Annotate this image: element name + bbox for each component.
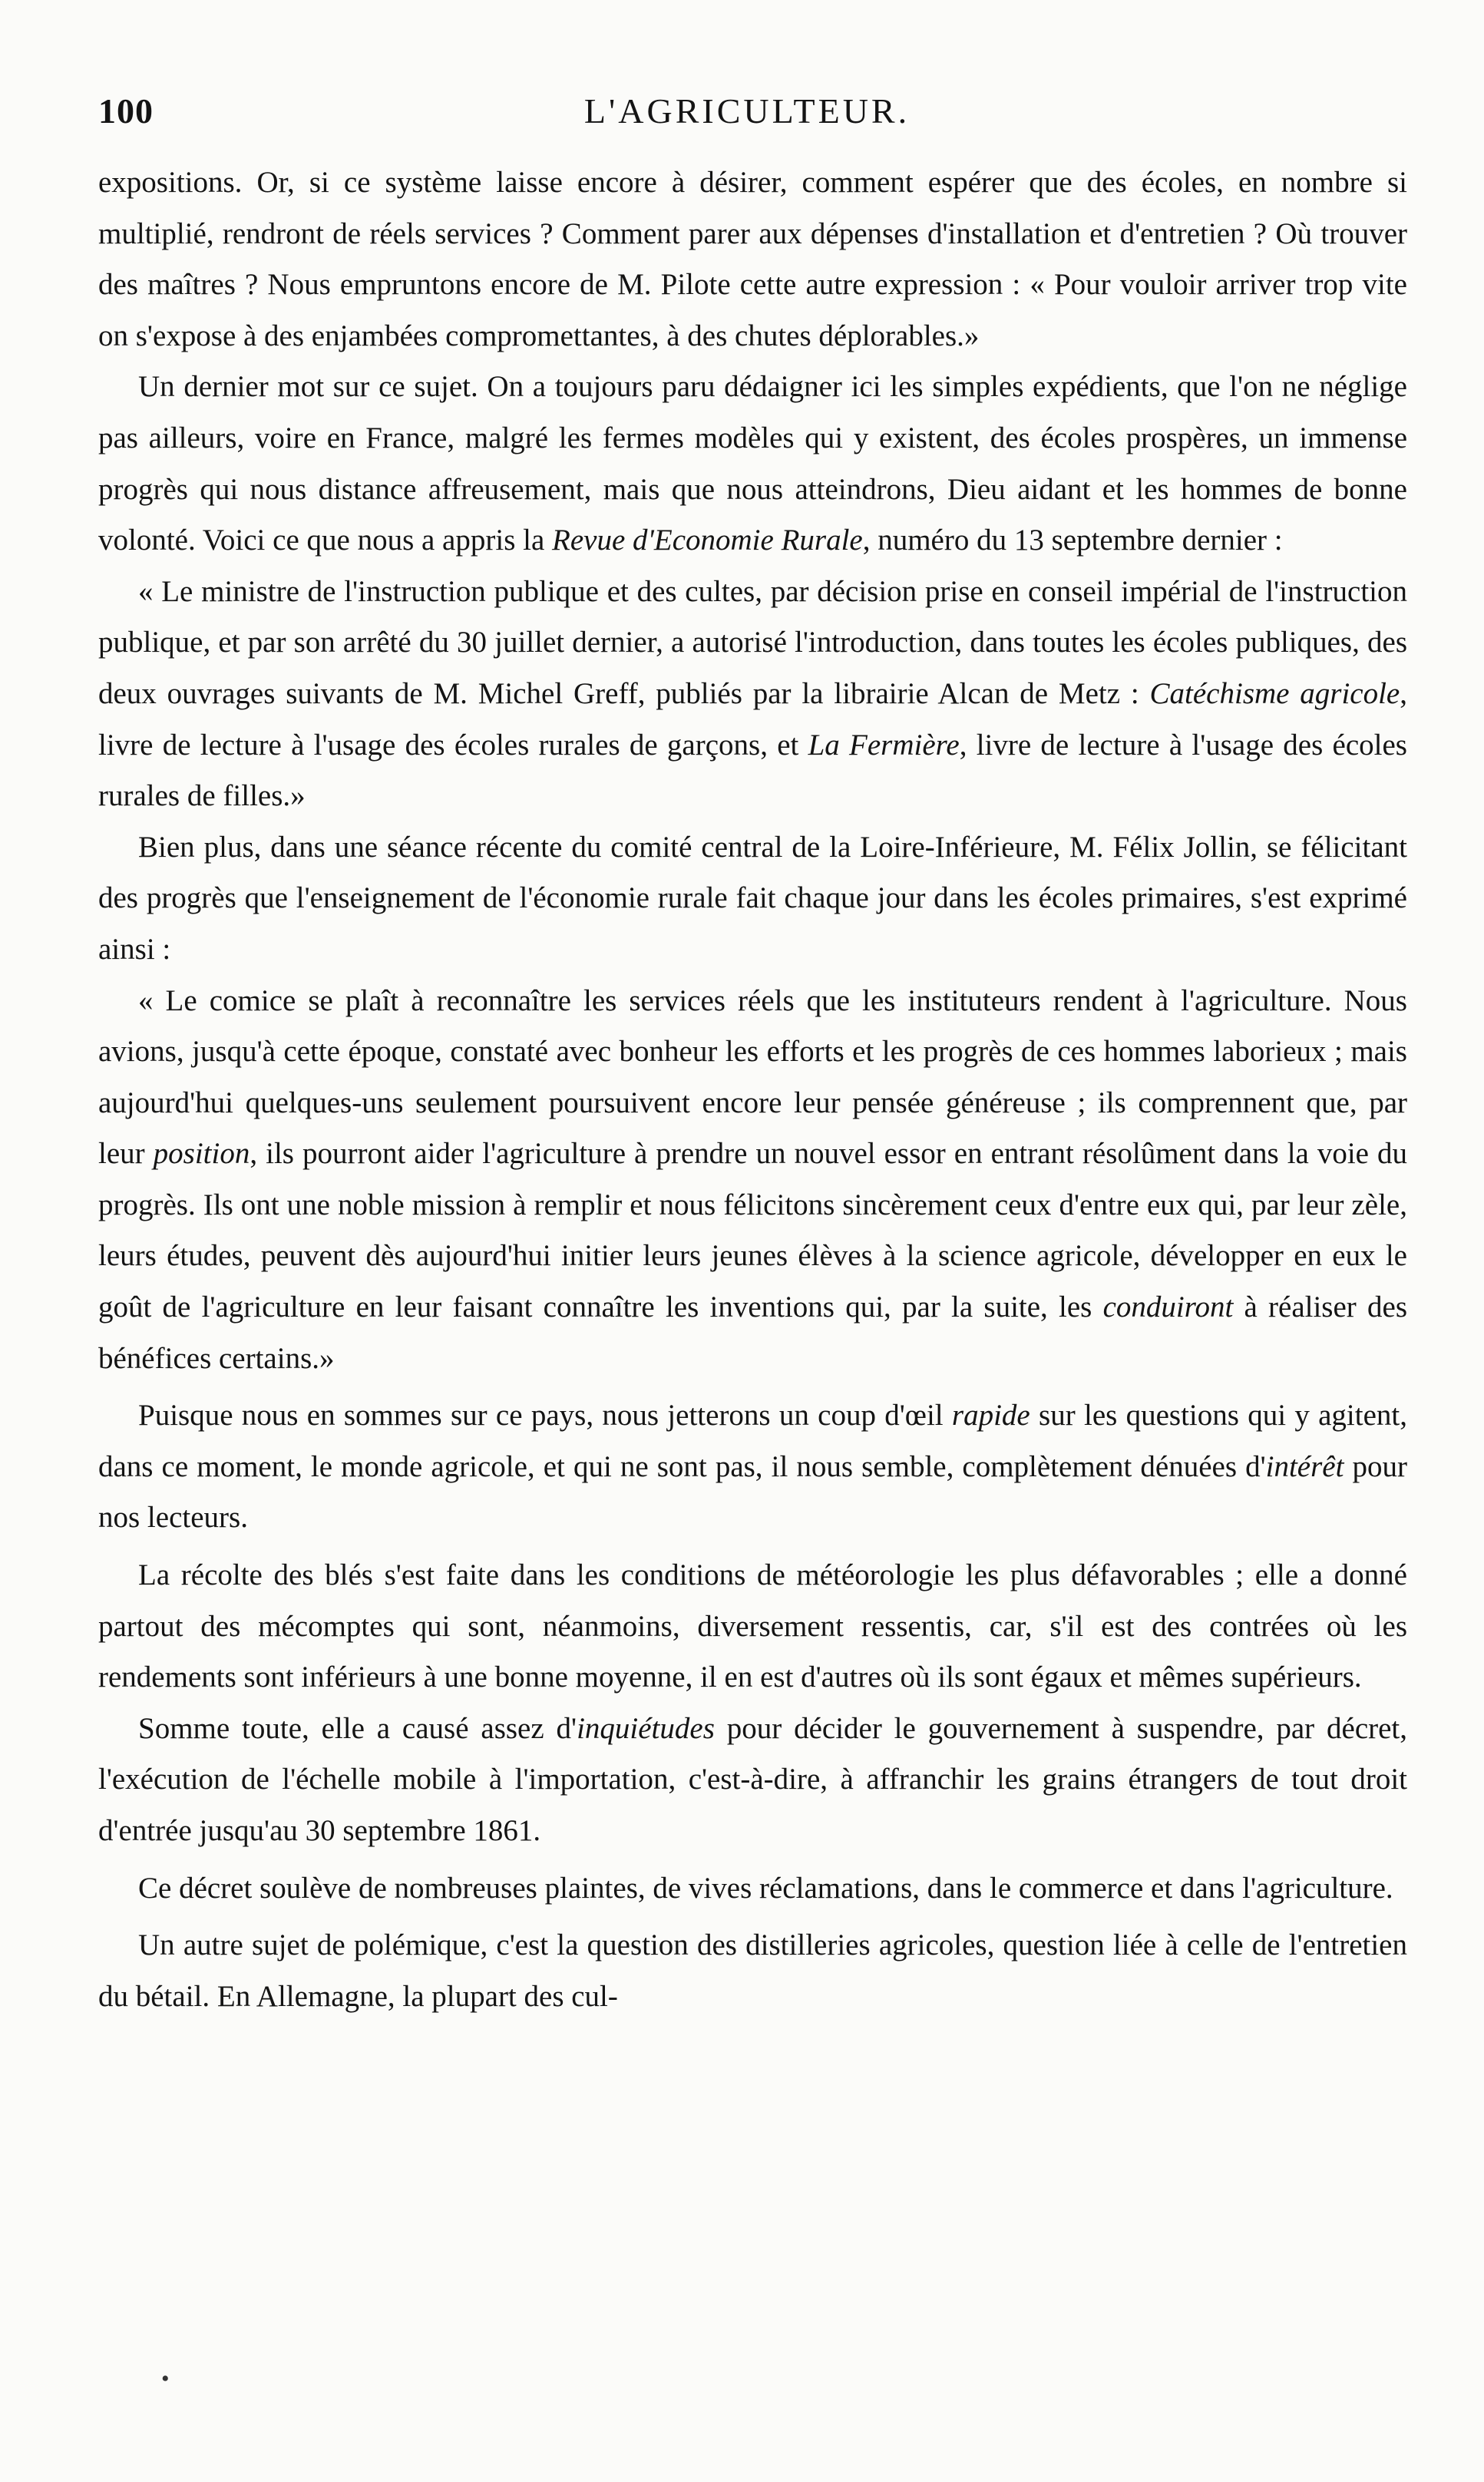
paragraph-text: pour décider le gouvernement à suspendre, par décret, l'exécution de l'échelle mobile à l'importation, c'est-à-dire, à affranchir les grains étrangers de tout droit d'entrée jusqu'au 30 septembre 1861. — [98, 1711, 1408, 1847]
running-title: L'AGRICULTEUR. — [583, 91, 911, 131]
paragraph-text: Puisque nous en sommes sur ce pays, nous jetterons un coup d'œil — [138, 1399, 952, 1433]
paragraph — [98, 1863, 1407, 1915]
paragraph-text: , numéro du 13 septembre dernier : — [862, 524, 1283, 557]
italic-text: inquiétudes — [577, 1711, 715, 1745]
paragraph — [98, 1390, 1407, 1544]
paragraph-text: « Le ministre de l'instruction publique et des cultes, par décision prise en conseil impérial de l'instruction publique, et par son arrêté du 30 juillet dernier, a autorisé l'introduction, dans toutes les écoles publiques, des deux ouvrages suivants de M. Michel Greff, publiés par la librairie Alcan de Metz : — [98, 574, 1407, 710]
italic-text: conduiront — [1102, 1291, 1234, 1324]
paragraph-text: pour nos lecteurs. — [98, 1449, 1407, 1535]
italic-text: Revue d'Economie Rurale — [552, 524, 863, 557]
paragraph-text: , ils pourront aider l'agriculture à prendre un nouvel essor en entrant résolûment dans la voie du progrès. Ils ont une noble mission à remplir et nous félicitons sincèrement ceux d'entre eux qui, par leur zèle, leurs études, peuvent dès aujourd'hui initier leurs jeunes élèves à la science agricole, développer en eux le goût de l'agriculture en leur faisant connaître les inventions qui, par la suite, les — [98, 1137, 1408, 1324]
italic-text: position — [153, 1137, 250, 1171]
italic-text: Catéchisme agricole — [1149, 676, 1400, 710]
paragraph-text: expositions. Or, si ce système laisse encore à désirer, comment espérer que des écoles, en nombre si multiplié, rendront de réels services ? Comment parer aux dépenses d'installation et d'entretien ? Où trouver des maîtres ? Nous empruntons encore de M. Pilote cette autre expression : « Pour vouloir arriver trop vite on s'expose à des enjambées compromettantes, à des chutes déplorables.» — [98, 166, 1407, 352]
italic-text: intérêt — [1265, 1449, 1344, 1483]
paragraph — [98, 567, 1407, 822]
italic-text: La Fermière — [808, 728, 960, 762]
page-number: 100 — [98, 91, 154, 131]
paragraph-text: Un autre sujet de polémique, c'est la question des distilleries agricoles, question liée à celle de l'entretien du bétail. En Allemagne, la plupart des cul- — [98, 1928, 1407, 2013]
paragraph — [98, 976, 1407, 1385]
paragraph-text: Bien plus, dans une séance récente du comité central de la Loire-Inférieure, M. Félix Jollin, se félicitant des progrès que l'enseignement de l'économie rurale fait chaque jour dans les écoles primaires, s'est exprimé ainsi : — [98, 830, 1407, 966]
body-text — [98, 157, 1407, 2022]
paragraph-text: , livre de lecture à l'usage des écoles rurales de garçons, et — [98, 676, 1407, 762]
paragraph — [98, 1704, 1407, 1857]
paragraph — [98, 1920, 1407, 2022]
paragraph — [98, 1550, 1407, 1704]
paragraph — [98, 822, 1407, 976]
italic-text: rapide — [951, 1399, 1030, 1433]
paragraph-text: « Le comice se plaît à reconnaître les services réels que les instituteurs rendent à l'agriculture. Nous avions, jusqu'à cette époque, constaté avec bonheur les efforts et les progrès de ces hommes laborieux ; mais aujourd'hui quelques-uns seulement poursuivent encore leur pensée généreuse ; ils comprennent que, par leur — [98, 983, 1407, 1171]
paragraph-text: La récolte des blés s'est faite dans les conditions de météorologie les plus défavorables ; elle a donné partout des mécomptes qui sont, néanmoins, diversement ressentis, car, s'il est des contrées où les rendements sont inférieurs à une bonne moyenne, il en est d'autres où ils sont égaux et mêmes supérieurs. — [98, 1558, 1407, 1694]
paragraph-text: sur les questions qui y agitent, dans ce moment, le monde agricole, et qui ne sont pas, il nous semble, complètement dénuées d' — [98, 1399, 1407, 1483]
page-header — [98, 91, 1396, 144]
paragraph-text: , livre de lecture à l'usage des écoles rurales de filles.» — [98, 728, 1407, 813]
paragraph-text: Ce décret soulève de nombreuses plaintes, de vives réclamations, dans le commerce et dans l'agriculture. — [138, 1871, 1393, 1905]
footer-mark: • — [161, 2366, 170, 2391]
paragraph-text: Somme toute, elle a causé assez d' — [138, 1711, 577, 1745]
paragraph — [98, 362, 1407, 566]
paragraph-text: à réaliser des bénéfices certains.» — [98, 1291, 1407, 1375]
paragraph — [98, 157, 1407, 362]
paragraph-text: Un dernier mot sur ce sujet. On a toujours paru dédaigner ici les simples expédients, que l'on ne néglige pas ailleurs, voire en France, malgré les fermes modèles qui y existent, des écoles prospères, un immense progrès qui nous distance affreusement, mais que nous atteindrons, Dieu aidant et les hommes de bonne volonté. Voici ce que nous a appris la — [98, 370, 1407, 557]
